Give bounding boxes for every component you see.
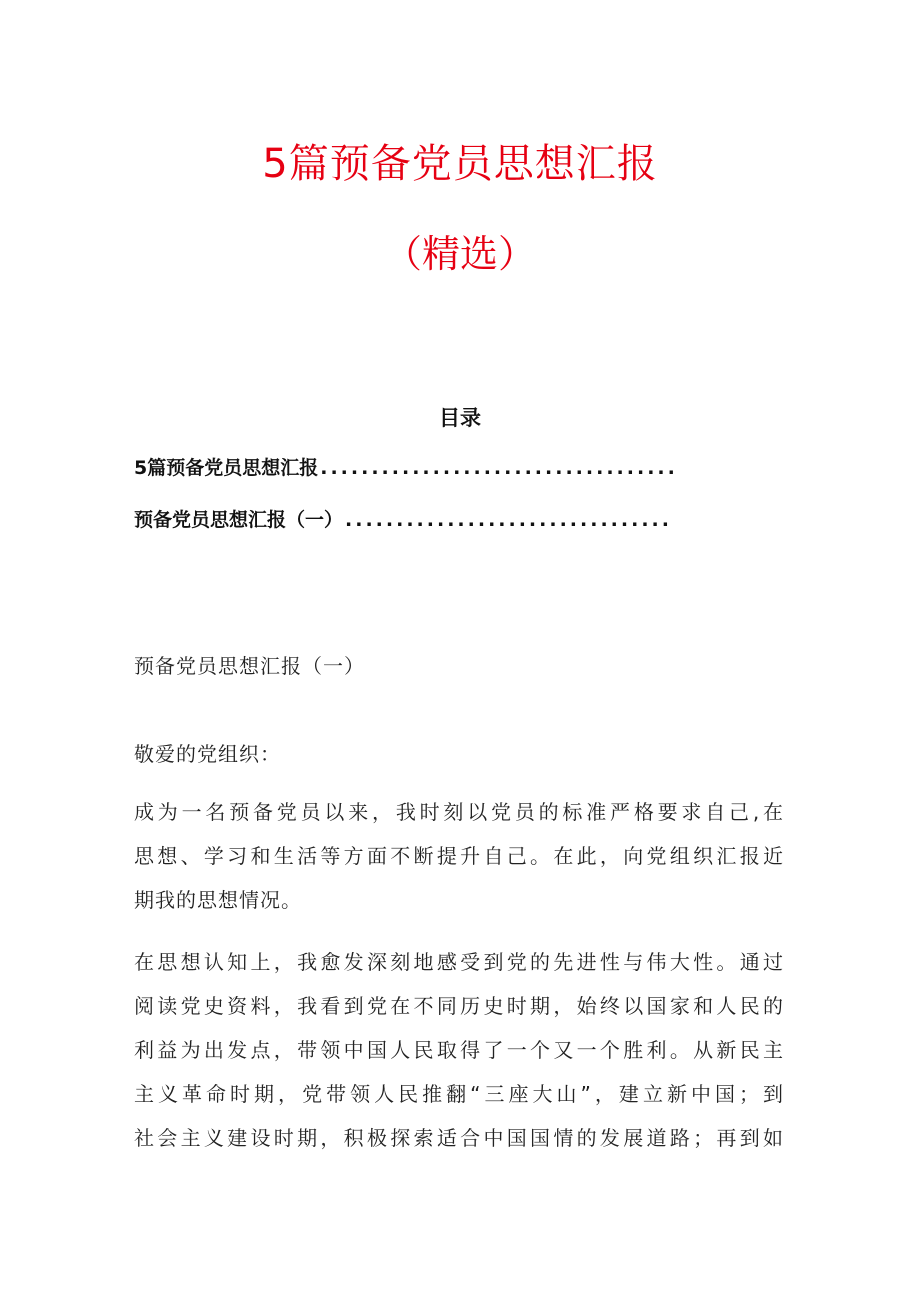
paragraph-line: 利益为出发点，带领中国人民取得了一个又一个胜利。从新民主 xyxy=(134,1038,784,1062)
paragraph-line: 在思想认知上，我愈发深刻地感受到党的先进性与伟大性。通过 xyxy=(134,950,784,974)
toc-entry[interactable] xyxy=(134,504,756,536)
toc-entry[interactable] xyxy=(134,452,756,484)
paragraph-line: 思想、学习和生活等方面不断提升自己。在此，向党组织汇报近 xyxy=(134,844,784,868)
toc-entry-label: 预备党员思想汇报（一） xyxy=(134,509,344,531)
paragraph-line: 阅读党史资料，我看到党在不同历史时期，始终以国家和人民的 xyxy=(134,994,784,1018)
body-paragraph xyxy=(134,790,784,922)
toc-heading: 目录 xyxy=(439,406,481,430)
section-title: 预备党员思想汇报（一） xyxy=(134,654,365,678)
salutation: 敬爱的党组织： xyxy=(134,742,281,766)
document-title: 5篇预备党员思想汇报 xyxy=(262,141,658,187)
document-subtitle: （精选） xyxy=(383,232,536,276)
paragraph-line: 期我的思想情况。 xyxy=(134,888,302,912)
paragraph-line: 社会主义建设时期，积极探索适合中国国情的发展道路；再到如 xyxy=(134,1126,784,1150)
paragraph-line: 主义革命时期，党带领人民推翻“三座大山”，建立新中国；到 xyxy=(134,1082,784,1106)
toc-entry-label: 5篇预备党员思想汇报 xyxy=(134,457,319,479)
body-paragraph xyxy=(134,940,784,1160)
toc-dot-leader: ................................... xyxy=(320,457,678,479)
paragraph-line: 成为一名预备党员以来，我时刻以党员的标准严格要求自己,在 xyxy=(134,800,784,824)
toc-dot-leader: ................................ xyxy=(345,509,672,531)
